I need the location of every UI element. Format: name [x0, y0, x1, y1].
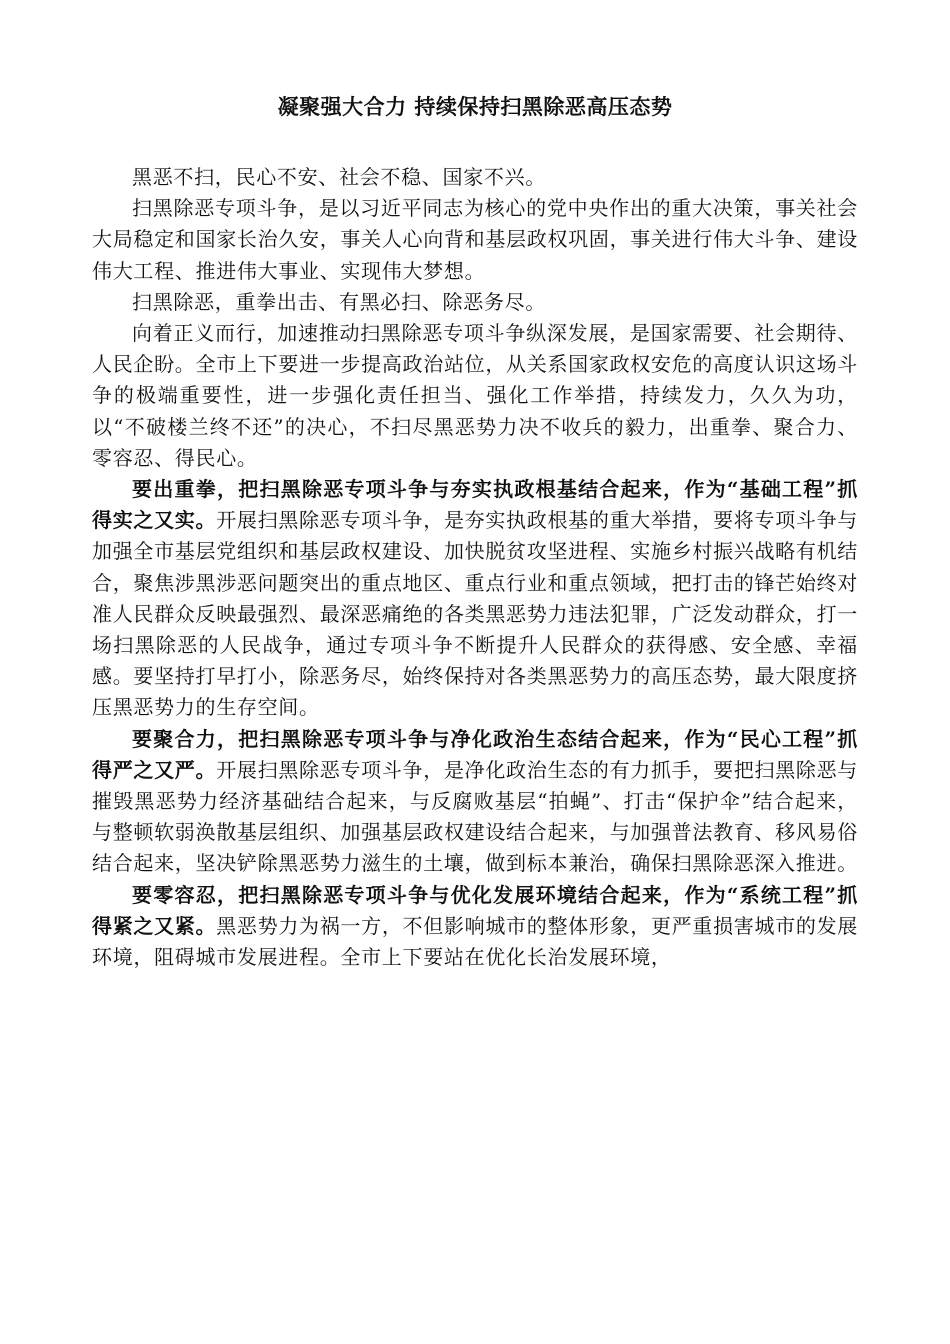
- paragraph-6: [92, 724, 858, 880]
- document-title: 凝聚强大合力 持续保持扫黑除恶高压态势: [277, 94, 673, 119]
- paragraph-3: [92, 287, 858, 318]
- paragraph-4: [92, 318, 858, 474]
- paragraph-2: [92, 193, 858, 287]
- paragraph-text: 黑恶不扫，民心不安、社会不稳、国家不兴。: [132, 165, 546, 189]
- document-body: [92, 162, 858, 973]
- paragraph-1: [92, 162, 858, 193]
- paragraph-lead: 要聚合力，把扫黑除恶专项斗争与净化政治生态结合起来，作为“民心工程”抓得严之又严。: [92, 726, 858, 782]
- paragraph-lead: 要零容忍，把扫黑除恶专项斗争与优化发展环境结合起来，作为“系统工程”抓得紧之又紧。: [92, 882, 858, 938]
- paragraph-text: 扫黑除恶专项斗争，是以习近平同志为核心的党中央作出的重大决策，事关社会大局稳定和国家长治久安，事关人心向背和基层政权巩固，事关进行伟大斗争、建设伟大工程、推进伟大事业、实现伟大梦想。: [92, 196, 858, 283]
- paragraph-text: 黑恶势力为祸一方，不但影响城市的整体形象，更严重损害城市的发展环境，阻碍城市发展进程。全市上下要站在优化长治发展环境，: [92, 913, 858, 970]
- paragraph-text: 开展扫黑除恶专项斗争，是夯实执政根基的重大举措，要将专项斗争与加强全市基层党组织和基层政权建设、加快脱贫攻坚进程、实施乡村振兴战略有机结合，聚焦涉黑涉恶问题突出的重点地区、重点行业和重点领域，把打击的锋芒始终对准人民群众反映最强烈、最深恶痛绝的各类黑恶势力违法犯罪，广泛发动群众，打一场扫黑除恶的人民战争，通过专项斗争不断提升人民群众的获得感、安全感、幸福感。要坚持打早打小，除恶务尽，始终保持对各类黑恶势力的高压态势，最大限度挤压黑恶势力的生存空间。: [92, 508, 858, 720]
- paragraph-7: [92, 880, 858, 974]
- paragraph-lead: 要出重拳，把扫黑除恶专项斗争与夯实执政根基结合起来，作为“基础工程”抓得实之又实。: [92, 477, 858, 533]
- paragraph-text: 向着正义而行，加速推动扫黑除恶专项斗争纵深发展，是国家需要、社会期待、人民企盼。全市上下要进一步提高政治站位，从关系国家政权安危的高度认识这场斗争的极端重要性，进一步强化责任担当、强化工作举措，持续发力，久久为功，以“不破楼兰终不还”的决心，不扫尽黑恶势力决不收兵的毅力，出重拳、聚合力、零容忍、得民心。: [92, 321, 858, 470]
- paragraph-5: [92, 474, 858, 724]
- paragraph-text: 开展扫黑除恶专项斗争，是净化政治生态的有力抓手，要把扫黑除恶与摧毁黑恶势力经济基础结合起来，与反腐败基层“拍蝇”、打击“保护伞”结合起来，与整顿软弱涣散基层组织、加强基层政权建设结合起来，与加强普法教育、移风易俗结合起来，坚决铲除黑恶势力滋生的土壤，做到标本兼治，确保扫黑除恶深入推进。: [92, 757, 858, 876]
- paragraph-text: 扫黑除恶，重拳出击、有黑必扫、除恶务尽。: [132, 289, 546, 314]
